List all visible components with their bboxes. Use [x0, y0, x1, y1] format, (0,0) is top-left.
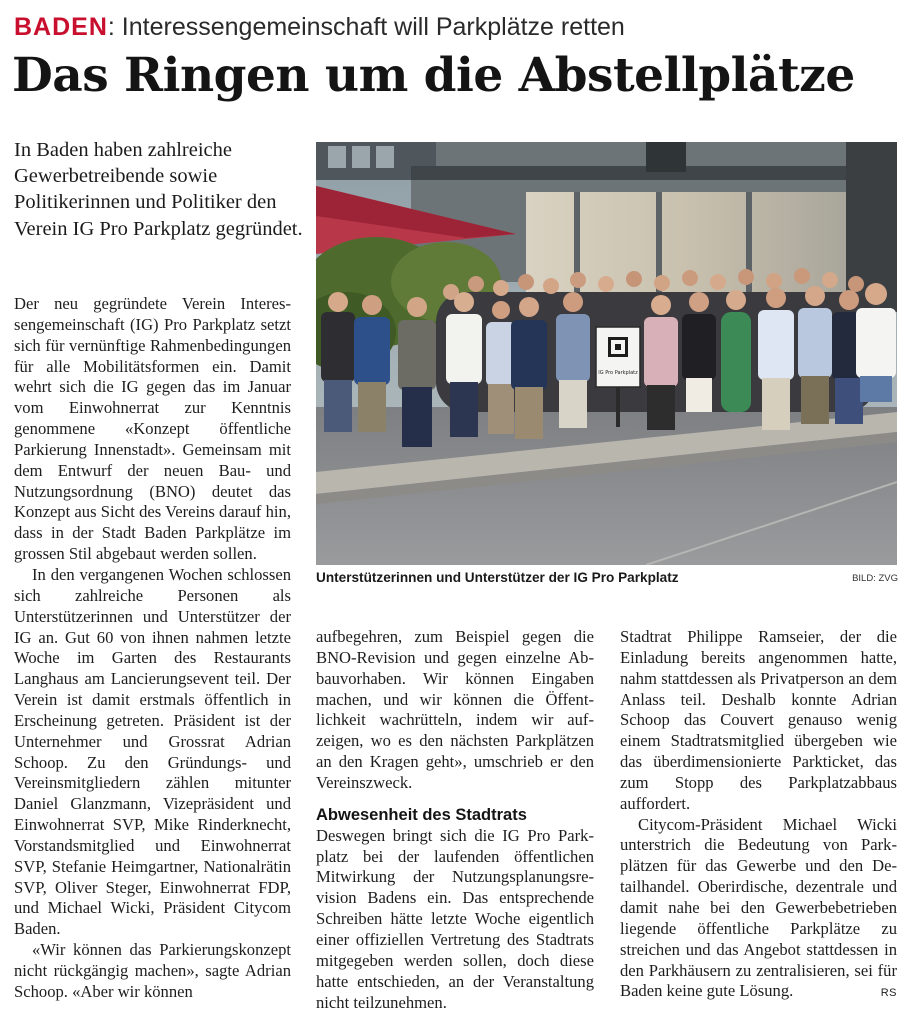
column3-paragraph-2 — [620, 815, 897, 1003]
article-lead — [14, 137, 304, 242]
text-column-2 — [316, 627, 594, 1013]
text-column-3 — [620, 627, 897, 1004]
photo-caption: Unterstützerinnen und Unterstützer der IG Pro Parkplatz — [316, 570, 679, 585]
column3-paragraph-1: Stadtrat Philippe Ramseier, der die Einladung bereits angenommen hatte, nahm stattdessen als Privatperson an dem Anlass teil. Deshalb konnte Adrian Schoop das Couvert genauso wenig einem Stadtratsmitglied übergeben wie das überdimensionierte Parkticket, das zum Stopp des Parkplatzabbaus auffordert. — [620, 627, 897, 813]
author-initials: RS — [880, 987, 897, 1000]
photo-credit: BILD: ZVG — [852, 573, 898, 584]
group-photo — [316, 142, 897, 565]
column1-paragraph-3: «Wir können das Parkierungskonzept nicht rückgängig machen», sagte Adrian Schoop. «Aber wir können — [14, 940, 291, 1001]
text-column-1 — [14, 294, 291, 1003]
kicker-location: BADEN — [14, 13, 108, 41]
lead-text: In Baden haben zahlreiche Gewerbetreibende sowie Politikerinnen und Politiker den Verein IG Pro Parkplatz gegründet. — [14, 139, 303, 240]
column1-paragraph-2: In den vergangenen Wochen schlossen sich zahlreiche Personen als Unterstützerinnen und Unterstützer der IG an. Gut 60 von ihnen nahmen letzte Woche im Garten des Restaurants Langhaus am Lancierungsevent teil. Der Verein ist damit erstmals öffentlich in Erscheinung getreten. Präsident ist der Unternehmer und Grossrat Adrian Schoop. Zu den Gründungs- und Vereinsmitgliedern zählen mitunter Daniel Glanzmann, Vizepräsident und Einwohnerrat SVP, Mike Rinderknecht, Vorstandsmitglied und Einwohnerrat SVP, Stefanie Heimgartner, Nationalrätin SVP, Oliver Steger, Einwohnerrat FDP, und Michael Wicki, Präsident Citycom Baden. — [14, 564, 291, 939]
kicker-separator: : — [107, 13, 115, 41]
column3-paragraph-2-text: Citycom-Präsident Michael Wicki unterstrich die Bedeutung von Parkplätzen für das Gewerbe und den Detailhandel. Oberirdische, dezentrale und damit nahe bei den Gewerbebetrieben liegende öffentliche Parkplätze zu streichen und das Angebot stattdessen in den Parkhäusern zu zentralisieren, sei für Baden keine gute Lösung. — [620, 814, 897, 1001]
column2-paragraph-1: aufbegehren, zum Beispiel gegen die BNO-Revision und gegen einzelne Abbauvorhaben. Wir können Eingaben machen, und wir können die Öffentlichkeit wachrütteln, indem wir aufzeigen, wo es den nächsten Parkplätzen an den Kragen geht», umschrieb er den Vereinszweck. — [316, 627, 594, 792]
subheading: Abwesenheit des Stadtrats — [316, 805, 527, 824]
kicker-topic: Interessengemeinschaft will Parkplätze retten — [114, 13, 625, 41]
article-kicker — [14, 11, 898, 43]
column2-paragraph-2: Deswegen bringt sich die IG Pro Parkplatz bei der laufenden öffentlichen Mitwirkung der Nutzungsplanungsrevision Badens ein. Das entsprechende Schreiben hätte letzte Woche eigentlich einer offiziellen Vertretung des Stadtrats mitgegeben werden sollen, doch diese hatte entschieden, an der Veranstaltung nicht teilzunehmen. — [316, 825, 594, 1012]
column1-paragraph-1: Der neu gegründete Verein Interessengemeinschaft (IG) Pro Parkplatz setzt sich für vernünftige Rahmenbedingungen für alle Mobilitätsformen ein. Damit wehrt sich die IG gegen das im Januar vom Einwohnerrat zur Kenntnis genommene «Konzept öffentliche Parkierung Innenstadt». Gemeinsam mit dem Entwurf der neuen Bau- und Nutzungsordnung (BNO) deutet das Konzept aus Sicht des Vereins darauf hin, dass in der Stadt Baden Parkplätze im grossen Stil abgebaut werden sollen. — [14, 294, 291, 564]
photo-sign-text: IG Pro Parkplatz — [598, 370, 638, 376]
article-headline: Das Ringen um die Abstellplätze — [12, 48, 855, 103]
